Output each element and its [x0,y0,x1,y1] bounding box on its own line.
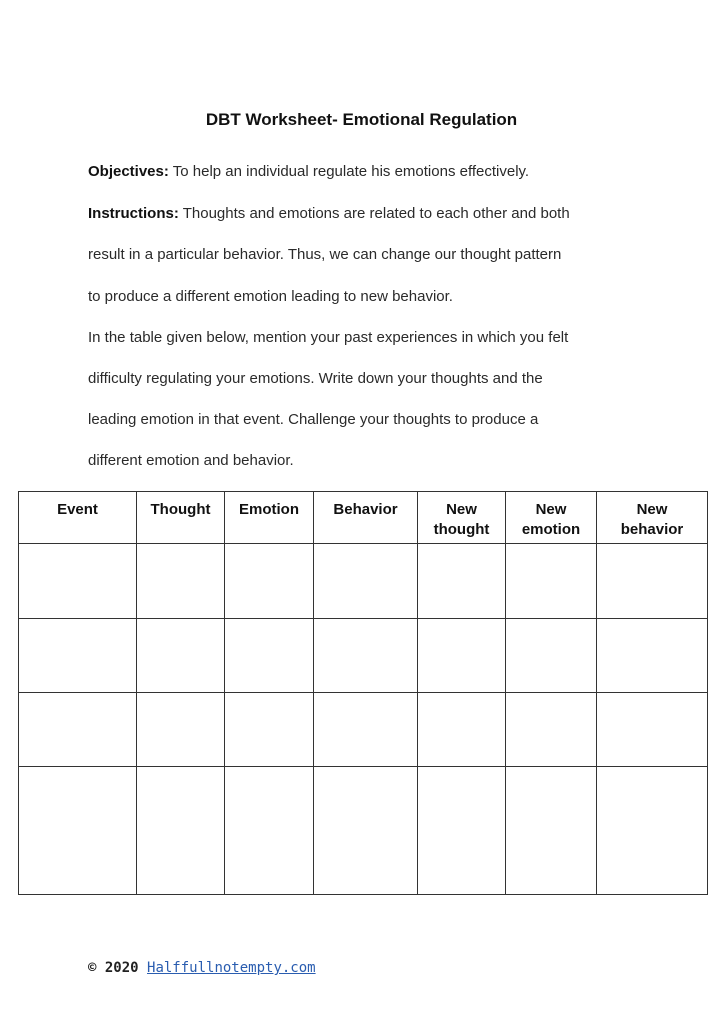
footer-link[interactable]: Halffullnotempty.com [147,960,316,976]
header-emotion [225,492,314,544]
instructions-line-2: result in a particular behavior. Thus, we can change our thought pattern [88,246,562,263]
table-cell-behavior[interactable] [314,544,418,619]
table-row [19,767,708,895]
header-emotion-text: Emotion [239,501,299,518]
table-cell-emotion[interactable] [225,619,314,693]
header-new-emotion-line-1: New [535,501,567,518]
table-cell-event[interactable] [19,693,137,767]
header-behavior [314,492,418,544]
table-cell-new-behavior[interactable] [597,619,708,693]
header-new-behavior-line-1: New [636,501,668,518]
table-cell-behavior[interactable] [314,619,418,693]
header-new-thought-line-2: thought [433,521,490,538]
footer [88,960,316,976]
header-thought [137,492,225,544]
table-header-row [19,492,708,544]
table-cell-emotion[interactable] [225,767,314,895]
table-cell-emotion[interactable] [225,693,314,767]
instructions-line-1 [88,205,570,222]
table-cell-thought[interactable] [137,693,225,767]
table-cell-new-emotion[interactable] [506,619,597,693]
instructions-line-7: different emotion and behavior. [88,452,294,469]
header-new-thought-line-1: New [446,501,477,518]
table-cell-new-emotion[interactable] [506,693,597,767]
footer-copyright: © 2020 [88,960,139,976]
table-cell-new-emotion[interactable] [506,544,597,619]
header-event-text: Event [57,501,98,518]
table-cell-thought[interactable] [137,544,225,619]
header-new-emotion-line-2: emotion [521,521,581,538]
table-cell-event[interactable] [19,767,137,895]
instructions-line-3: to produce a different emotion leading to new behavior. [88,288,453,305]
objectives-label: Objectives: [88,163,169,180]
header-new-emotion [506,492,597,544]
instructions-line-4: In the table given below, mention your past experiences in which you felt [88,329,569,346]
objectives-paragraph [88,163,529,180]
table-cell-new-emotion[interactable] [506,767,597,895]
table-cell-new-behavior[interactable] [597,693,708,767]
table-cell-new-behavior[interactable] [597,767,708,895]
table-cell-new-thought[interactable] [418,619,506,693]
table-cell-behavior[interactable] [314,693,418,767]
objectives-text: To help an individual regulate his emotions effectively. [168,163,530,180]
table-cell-thought[interactable] [137,619,225,693]
worksheet-table [18,491,708,895]
header-new-behavior [597,492,708,544]
instructions-line-5: difficulty regulating your emotions. Write down your thoughts and the [88,370,543,387]
header-new-behavior-line-2: behavior [620,521,684,538]
table-row [19,693,708,767]
table-cell-new-thought[interactable] [418,693,506,767]
header-behavior-text: Behavior [333,501,398,518]
instructions-line-6: leading emotion in that event. Challenge your thoughts to produce a [88,411,539,428]
header-new-thought [418,492,506,544]
table-cell-thought[interactable] [137,767,225,895]
table-cell-event[interactable] [19,619,137,693]
table-row [19,619,708,693]
instructions-label: Instructions: [88,205,179,222]
instructions-text-1: Thoughts and emotions are related to each other and both [178,205,570,222]
table-cell-new-thought[interactable] [418,767,506,895]
table-cell-event[interactable] [19,544,137,619]
header-thought-text: Thought [150,501,211,518]
table-cell-new-thought[interactable] [418,544,506,619]
table-cell-new-behavior[interactable] [597,544,708,619]
page-title: DBT Worksheet- Emotional Regulation [205,110,518,129]
header-event [19,492,137,544]
table-cell-emotion[interactable] [225,544,314,619]
table-cell-behavior[interactable] [314,767,418,895]
table-row [19,544,708,619]
